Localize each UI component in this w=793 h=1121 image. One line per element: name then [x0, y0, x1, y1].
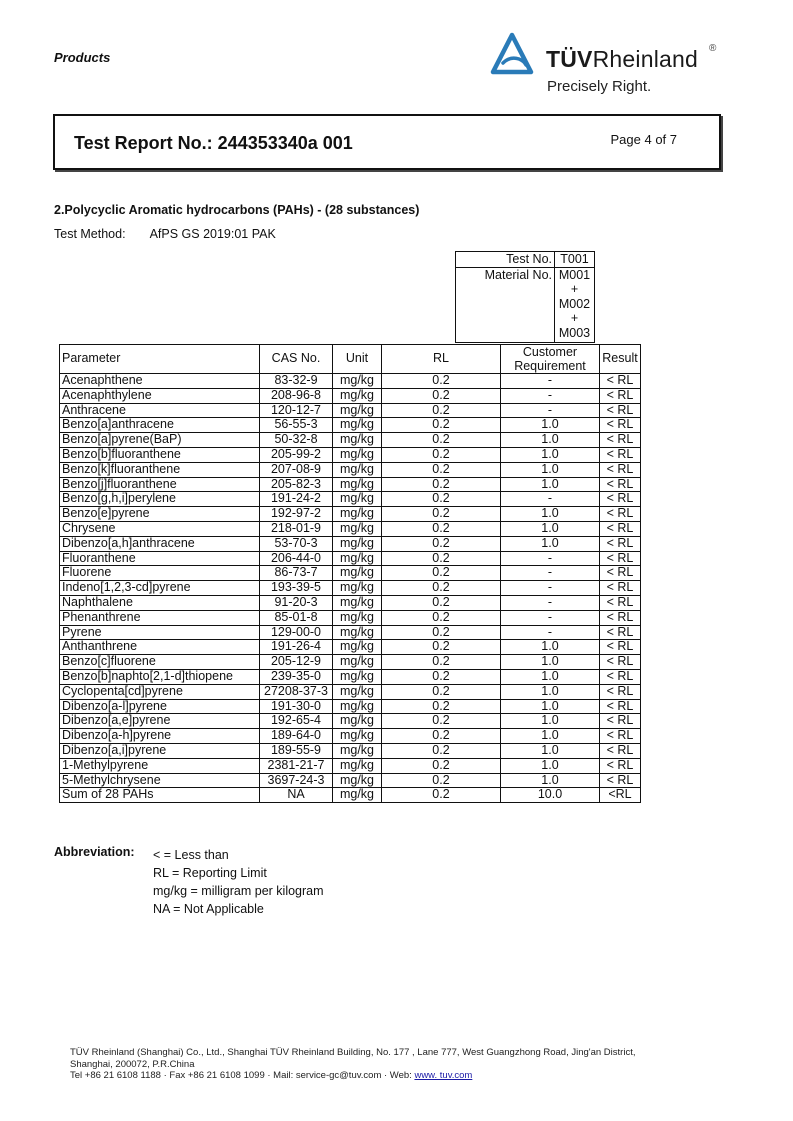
- rl-cell: 0.2: [382, 655, 501, 670]
- parameter-cell: Benzo[g,h,i]perylene: [60, 492, 260, 507]
- result-cell: < RL: [600, 595, 641, 610]
- requirement-cell: 1.0: [501, 773, 600, 788]
- unit-cell: mg/kg: [333, 388, 382, 403]
- abbreviation-list: [153, 846, 324, 918]
- column-header-rl: RL: [382, 345, 501, 374]
- unit-cell: mg/kg: [333, 521, 382, 536]
- result-cell: < RL: [600, 714, 641, 729]
- unit-cell: mg/kg: [333, 758, 382, 773]
- requirement-cell: -: [501, 566, 600, 581]
- table-row: [60, 595, 641, 610]
- sample-header-table: [455, 251, 595, 343]
- unit-cell: mg/kg: [333, 566, 382, 581]
- result-cell: < RL: [600, 418, 641, 433]
- parameter-cell: Fluorene: [60, 566, 260, 581]
- cas-cell: 206-44-0: [260, 551, 333, 566]
- footer-address-line1: TÜV Rheinland (Shanghai) Co., Ltd., Shanghai TÜV Rheinland Building, No. 177 , Lane 777, West Guangzhong Road, Jing'an District,: [70, 1047, 636, 1058]
- unit-cell: mg/kg: [333, 729, 382, 744]
- result-cell: < RL: [600, 388, 641, 403]
- result-cell: < RL: [600, 773, 641, 788]
- footer-address-line2: Shanghai, 200072, P.R.China: [70, 1058, 195, 1070]
- result-cell: < RL: [600, 403, 641, 418]
- result-cell: < RL: [600, 669, 641, 684]
- section-title: 2.Polycyclic Aromatic hydrocarbons (PAHs) - (28 substances): [54, 203, 420, 217]
- requirement-cell: 1.0: [501, 477, 600, 492]
- table-row: [60, 388, 641, 403]
- cas-cell: 91-20-3: [260, 595, 333, 610]
- parameter-cell: Indeno[1,2,3-cd]pyrene: [60, 581, 260, 596]
- requirement-cell: 1.0: [501, 743, 600, 758]
- table-row: [60, 640, 641, 655]
- cas-cell: 189-55-9: [260, 743, 333, 758]
- unit-cell: mg/kg: [333, 610, 382, 625]
- rl-cell: 0.2: [382, 521, 501, 536]
- rl-cell: 0.2: [382, 773, 501, 788]
- cas-cell: 27208-37-3: [260, 684, 333, 699]
- cas-cell: 205-12-9: [260, 655, 333, 670]
- result-cell: < RL: [600, 507, 641, 522]
- rl-cell: 0.2: [382, 595, 501, 610]
- unit-cell: mg/kg: [333, 788, 382, 803]
- parameter-cell: Dibenzo[a,e]pyrene: [60, 714, 260, 729]
- unit-cell: mg/kg: [333, 640, 382, 655]
- tuv-logo: [490, 32, 730, 102]
- rl-cell: 0.2: [382, 551, 501, 566]
- unit-cell: mg/kg: [333, 447, 382, 462]
- pah-results-table: [59, 344, 641, 803]
- requirement-cell: 1.0: [501, 521, 600, 536]
- requirement-cell: 1.0: [501, 433, 600, 448]
- test-method-value: AfPS GS 2019:01 PAK: [149, 227, 276, 241]
- rl-cell: 0.2: [382, 669, 501, 684]
- page-number: Page 4 of 7: [610, 132, 677, 147]
- table-row: [60, 788, 641, 803]
- table-row: [60, 462, 641, 477]
- unit-cell: mg/kg: [333, 684, 382, 699]
- column-header-parameter: Parameter: [60, 345, 260, 374]
- unit-cell: mg/kg: [333, 403, 382, 418]
- result-cell: < RL: [600, 655, 641, 670]
- rl-cell: 0.2: [382, 758, 501, 773]
- parameter-cell: Dibenzo[a,i]pyrene: [60, 743, 260, 758]
- abbreviation-item: RL = Reporting Limit: [153, 866, 267, 880]
- cas-cell: 2381-21-7: [260, 758, 333, 773]
- column-header-cas: CAS No.: [260, 345, 333, 374]
- cas-cell: 85-01-8: [260, 610, 333, 625]
- requirement-cell: 1.0: [501, 684, 600, 699]
- rl-cell: 0.2: [382, 566, 501, 581]
- cas-cell: 192-65-4: [260, 714, 333, 729]
- abbreviation-label: Abbreviation:: [54, 845, 135, 859]
- parameter-cell: Phenanthrene: [60, 610, 260, 625]
- cas-cell: 208-96-8: [260, 388, 333, 403]
- rl-cell: 0.2: [382, 536, 501, 551]
- cas-cell: 53-70-3: [260, 536, 333, 551]
- table-row: [60, 418, 641, 433]
- rl-cell: 0.2: [382, 581, 501, 596]
- cas-cell: 239-35-0: [260, 669, 333, 684]
- report-title-box: [53, 114, 721, 170]
- cas-cell: 191-26-4: [260, 640, 333, 655]
- column-header-customer-requirement: Customer Requirement: [501, 345, 600, 374]
- requirement-cell: -: [501, 388, 600, 403]
- rl-cell: 0.2: [382, 447, 501, 462]
- parameter-cell: Chrysene: [60, 521, 260, 536]
- table-row: [60, 551, 641, 566]
- requirement-cell: 1.0: [501, 507, 600, 522]
- cas-cell: 56-55-3: [260, 418, 333, 433]
- unit-cell: mg/kg: [333, 551, 382, 566]
- unit-cell: mg/kg: [333, 743, 382, 758]
- parameter-cell: Benzo[a]pyrene(BaP): [60, 433, 260, 448]
- logo-tagline: Precisely Right.: [547, 78, 652, 95]
- result-cell: < RL: [600, 743, 641, 758]
- section-label: Products: [54, 50, 111, 65]
- requirement-cell: 1.0: [501, 729, 600, 744]
- requirement-cell: 1.0: [501, 758, 600, 773]
- parameter-cell: Benzo[k]fluoranthene: [60, 462, 260, 477]
- parameter-cell: Cyclopenta[cd]pyrene: [60, 684, 260, 699]
- rl-cell: 0.2: [382, 374, 501, 389]
- requirement-cell: 1.0: [501, 640, 600, 655]
- cas-cell: 120-12-7: [260, 403, 333, 418]
- result-cell: < RL: [600, 374, 641, 389]
- requirement-cell: 1.0: [501, 462, 600, 477]
- unit-cell: mg/kg: [333, 492, 382, 507]
- test-no-label: Test No.: [456, 252, 555, 268]
- registered-mark: ®: [709, 43, 717, 54]
- parameter-cell: Benzo[a]anthracene: [60, 418, 260, 433]
- table-row: [60, 655, 641, 670]
- parameter-cell: Dibenzo[a,h]anthracene: [60, 536, 260, 551]
- cas-cell: 3697-24-3: [260, 773, 333, 788]
- logo-brand: TÜVRheinland: [546, 46, 698, 72]
- unit-cell: mg/kg: [333, 655, 382, 670]
- unit-cell: mg/kg: [333, 595, 382, 610]
- parameter-cell: Dibenzo[a-h]pyrene: [60, 729, 260, 744]
- abbreviation-item: < = Less than: [153, 848, 229, 862]
- material-no-value: M001 + M002 + M003: [555, 267, 595, 342]
- table-row: [60, 610, 641, 625]
- rl-cell: 0.2: [382, 507, 501, 522]
- rl-cell: 0.2: [382, 418, 501, 433]
- unit-cell: mg/kg: [333, 462, 382, 477]
- rl-cell: 0.2: [382, 743, 501, 758]
- result-cell: < RL: [600, 566, 641, 581]
- parameter-cell: Sum of 28 PAHs: [60, 788, 260, 803]
- parameter-cell: Anthanthrene: [60, 640, 260, 655]
- result-cell: < RL: [600, 640, 641, 655]
- cas-cell: 86-73-7: [260, 566, 333, 581]
- result-cell: < RL: [600, 729, 641, 744]
- table-row: [60, 581, 641, 596]
- result-cell: < RL: [600, 521, 641, 536]
- parameter-cell: Anthracene: [60, 403, 260, 418]
- result-cell: < RL: [600, 536, 641, 551]
- parameter-cell: Naphthalene: [60, 595, 260, 610]
- website-link[interactable]: www. tuv.com: [414, 1070, 473, 1081]
- parameter-cell: 5-Methylchrysene: [60, 773, 260, 788]
- table-row: [60, 566, 641, 581]
- parameter-cell: Fluoranthene: [60, 551, 260, 566]
- table-row: [60, 492, 641, 507]
- table-row: [60, 625, 641, 640]
- cas-cell: 193-39-5: [260, 581, 333, 596]
- table-header-row: [60, 345, 641, 374]
- cas-cell: 205-99-2: [260, 447, 333, 462]
- unit-cell: mg/kg: [333, 669, 382, 684]
- cas-cell: 129-00-0: [260, 625, 333, 640]
- result-cell: < RL: [600, 551, 641, 566]
- requirement-cell: -: [501, 551, 600, 566]
- table-row: [60, 773, 641, 788]
- cas-cell: 218-01-9: [260, 521, 333, 536]
- unit-cell: mg/kg: [333, 699, 382, 714]
- table-row: [60, 684, 641, 699]
- table-row: [60, 521, 641, 536]
- material-no-label: Material No.: [456, 267, 555, 342]
- test-method: [54, 227, 276, 241]
- rl-cell: 0.2: [382, 433, 501, 448]
- table-row: [60, 714, 641, 729]
- table-row: [60, 403, 641, 418]
- parameter-cell: Dibenzo[a-l]pyrene: [60, 699, 260, 714]
- requirement-cell: 10.0: [501, 788, 600, 803]
- rl-cell: 0.2: [382, 729, 501, 744]
- result-cell: < RL: [600, 684, 641, 699]
- parameter-cell: Benzo[b]fluoranthene: [60, 447, 260, 462]
- cas-cell: 192-97-2: [260, 507, 333, 522]
- result-cell: < RL: [600, 433, 641, 448]
- result-cell: < RL: [600, 477, 641, 492]
- requirement-cell: 1.0: [501, 447, 600, 462]
- unit-cell: mg/kg: [333, 773, 382, 788]
- report-title: Test Report No.: 244353340a 001: [74, 133, 353, 153]
- requirement-cell: -: [501, 625, 600, 640]
- rl-cell: 0.2: [382, 625, 501, 640]
- table-row: [60, 669, 641, 684]
- rl-cell: 0.2: [382, 788, 501, 803]
- result-cell: < RL: [600, 625, 641, 640]
- table-row: [60, 507, 641, 522]
- test-no-value: T001: [555, 252, 595, 268]
- rl-cell: 0.2: [382, 462, 501, 477]
- table-row: [60, 699, 641, 714]
- result-cell: < RL: [600, 492, 641, 507]
- tuv-triangle-icon: [490, 32, 534, 76]
- rl-cell: 0.2: [382, 492, 501, 507]
- rl-cell: 0.2: [382, 388, 501, 403]
- unit-cell: mg/kg: [333, 374, 382, 389]
- requirement-cell: 1.0: [501, 418, 600, 433]
- cas-cell: 205-82-3: [260, 477, 333, 492]
- cas-cell: 83-32-9: [260, 374, 333, 389]
- abbreviation-item: mg/kg = milligram per kilogram: [153, 884, 324, 898]
- requirement-cell: -: [501, 403, 600, 418]
- result-cell: <RL: [600, 788, 641, 803]
- footer: [70, 1047, 635, 1082]
- parameter-cell: Benzo[b]naphto[2,1-d]thiopene: [60, 669, 260, 684]
- table-row: [60, 477, 641, 492]
- table-row: [60, 743, 641, 758]
- requirement-cell: 1.0: [501, 669, 600, 684]
- requirement-cell: 1.0: [501, 655, 600, 670]
- result-cell: < RL: [600, 447, 641, 462]
- cas-cell: 191-30-0: [260, 699, 333, 714]
- requirement-cell: -: [501, 595, 600, 610]
- rl-cell: 0.2: [382, 684, 501, 699]
- result-cell: < RL: [600, 758, 641, 773]
- rl-cell: 0.2: [382, 403, 501, 418]
- requirement-cell: -: [501, 581, 600, 596]
- footer-contact: Tel +86 21 6108 1188 · Fax +86 21 6108 1099 · Mail: service-gc@tuv.com · Web: www. tuv.com: [70, 1070, 473, 1081]
- unit-cell: mg/kg: [333, 536, 382, 551]
- requirement-cell: 1.0: [501, 536, 600, 551]
- parameter-cell: Benzo[j]fluoranthene: [60, 477, 260, 492]
- result-cell: < RL: [600, 462, 641, 477]
- parameter-cell: Acenaphthylene: [60, 388, 260, 403]
- table-row: [60, 536, 641, 551]
- test-method-label: Test Method:: [54, 227, 126, 241]
- table-row: [60, 433, 641, 448]
- unit-cell: mg/kg: [333, 507, 382, 522]
- result-cell: < RL: [600, 699, 641, 714]
- rl-cell: 0.2: [382, 477, 501, 492]
- parameter-cell: Acenaphthene: [60, 374, 260, 389]
- unit-cell: mg/kg: [333, 714, 382, 729]
- result-cell: < RL: [600, 581, 641, 596]
- cas-cell: 191-24-2: [260, 492, 333, 507]
- parameter-cell: Benzo[c]fluorene: [60, 655, 260, 670]
- unit-cell: mg/kg: [333, 477, 382, 492]
- unit-cell: mg/kg: [333, 418, 382, 433]
- result-cell: < RL: [600, 610, 641, 625]
- parameter-cell: Pyrene: [60, 625, 260, 640]
- cas-cell: NA: [260, 788, 333, 803]
- parameter-cell: 1-Methylpyrene: [60, 758, 260, 773]
- requirement-cell: -: [501, 610, 600, 625]
- table-row: [60, 758, 641, 773]
- parameter-cell: Benzo[e]pyrene: [60, 507, 260, 522]
- rl-cell: 0.2: [382, 640, 501, 655]
- requirement-cell: -: [501, 374, 600, 389]
- cas-cell: 189-64-0: [260, 729, 333, 744]
- unit-cell: mg/kg: [333, 625, 382, 640]
- abbreviation-item: NA = Not Applicable: [153, 902, 264, 916]
- requirement-cell: 1.0: [501, 699, 600, 714]
- unit-cell: mg/kg: [333, 433, 382, 448]
- requirement-cell: 1.0: [501, 714, 600, 729]
- requirement-cell: -: [501, 492, 600, 507]
- column-header-unit: Unit: [333, 345, 382, 374]
- unit-cell: mg/kg: [333, 581, 382, 596]
- cas-cell: 50-32-8: [260, 433, 333, 448]
- rl-cell: 0.2: [382, 714, 501, 729]
- table-row: [60, 374, 641, 389]
- cas-cell: 207-08-9: [260, 462, 333, 477]
- table-row: [60, 447, 641, 462]
- table-row: [60, 729, 641, 744]
- column-header-result: Result: [600, 345, 641, 374]
- rl-cell: 0.2: [382, 699, 501, 714]
- rl-cell: 0.2: [382, 610, 501, 625]
